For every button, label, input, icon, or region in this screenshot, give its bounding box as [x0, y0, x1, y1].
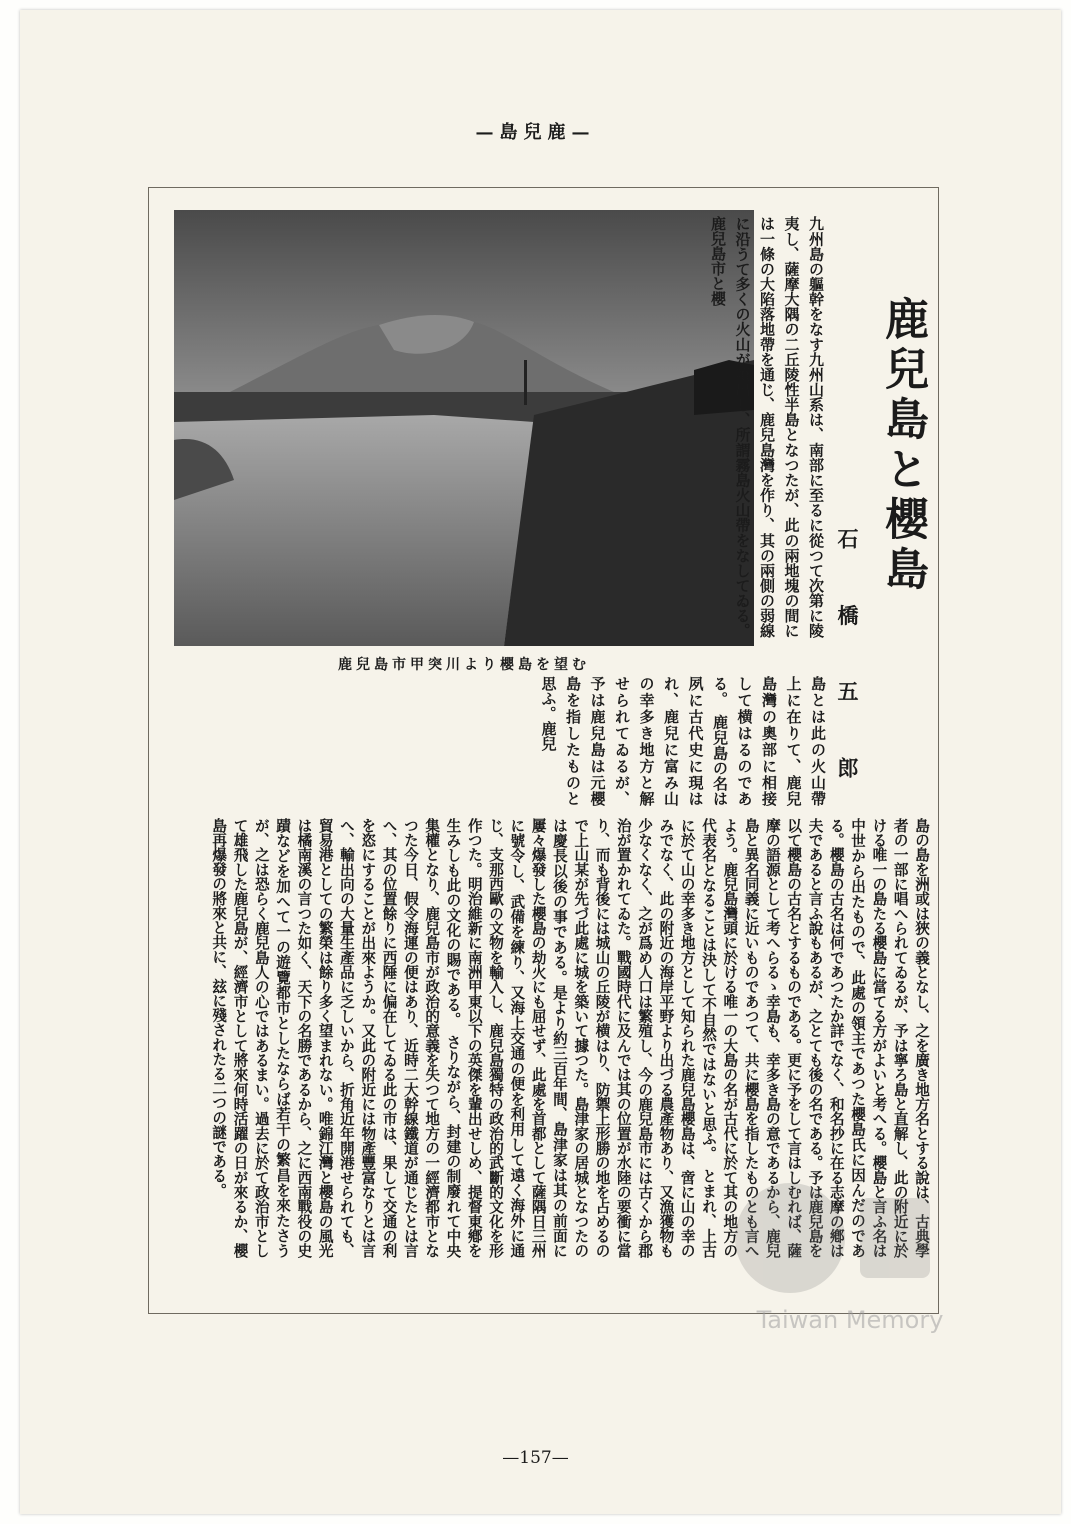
body-text-block: 島の島を洲或は狹の義となし、之を廣き地方名とする說は、古典學者の一部に唱へられてゐるが、予は寧ろ島と直解し、此の附近に於ける唯一の島たる櫻島に當てる方がよいと考へる。櫻島と言ふ名は中世から出たもので、此處の領主であつた櫻島氏に因んだのである。櫻島の古名は何であつたか詳でなく、和名抄に在る志摩の鄕は夫であると言ふ說もあるが、之とても後の名である。予は鹿兒島を以て櫻島の古名とするものである。更に予をして言はしむれば、薩摩の語源として考へらるゝ幸島も、幸多き島の意であるから、鹿兒島と異名同義に近いものであつて、共に櫻島を指したものとも言へよう。鹿兒島灣頭に於ける唯一の大島の名が古代に於て其の地方の代表名となることは決して不自然ではないと思ふ。 とまれ、上古に於て山の幸多き地方として知られた鹿兒島櫻島は、啻に山の幸のみでなく、此の附近の海岸平野より出づる農產物あり、又漁獲物も少なくなく、之が爲め人口は繁殖し、今の鹿兒島市には古くから郡治が置かれてゐた。戰國時代に及んでは其の位置が水陸の要衝に當り、而も背後には城山の丘陵が横はり、防禦上形勝の地を占めるので上山某が先づ此處に城を築いて據つた。島津家の居城となつたのは慶長以後の事である。是より約三百年間、島津家は其の前面に屢々爆發した櫻島の劫火にも屈せず、此處を首都として薩隅日三州に號令し、武備を練り、又海上交通の便を利用して遠く海外に通じ、支那西歐の文物を輸入し、鹿兒島獨特の政治的武斷的文化を形作つた。明治維新に南洲甲東以下の英傑を輩出せしめ、提督東鄕を生みしも此の文化の賜である。 さりながら、封建の制廢れて中央集權となり、鹿兒島市が政治的意義を失つて地方の一經濟都市となつた今日、假令海運の便はあり、近時二大幹線鐵道が通じたとは言へ、其の位置餘りに西陲に偏在してゐる此の市は、果して交通の利を恣にすることが出來ようか。又此の附近には物產豐富なりとは言へ、輸出向の大量生產品に乏しいから、折角近年開港せられても、貿易港としての繁榮は餘り多く望まれない。唯錦江灣と櫻島の風光は橘南溪の言つた如く、天下の名勝であるから、之に西南戰役の史蹟などを加へて一の遊覽都市としたならば若干の繁昌を來たさうが、之は恐らく鹿兒島人の心ではあるまい。過去に於て政治市として雄飛した鹿兒島が、經濟市として將來何時活躍の日が來るか、櫻島再爆發の將來と共に、玆に殘されたる二つの謎である。	[210, 818, 930, 1258]
running-header: —島兒鹿—	[475, 122, 596, 143]
author-name: 石 橋 五 郎	[835, 528, 860, 802]
intro-text-lower: 島とは此の火山帶上に在りて、鹿兒島灣の奧部に相接して横はるのである。 鹿兒島の名は夙に古代史に現はれ、鹿兒に富み山の幸多き地方と解せられてゐるが、予は鹿兒島は元櫻島を指したものと思ふ。鹿兒	[539, 676, 827, 806]
watermark-text: Taiwan Memory	[756, 1306, 944, 1334]
article-title: 鹿兒島と櫻島	[877, 296, 928, 596]
page-number: —157—	[502, 1448, 569, 1468]
intro-text-block: 九州島の軀幹をなす九州山系は、南部に至るに從つて次第に陵夷し、薩摩大隅の二丘陵性半島となつたが、此の兩地塊の間には一條の大陷落地帶を通じ、鹿兒島灣を作り、其の兩側の弱線に沿うて多くの火山が噴出し、所謂霧島火山帶をなしてゐる。鹿兒島市と櫻	[709, 216, 825, 638]
photo-caption: 鹿兒島市甲突川より櫻島を望む	[338, 657, 590, 673]
photo-sakurajima	[174, 210, 754, 646]
